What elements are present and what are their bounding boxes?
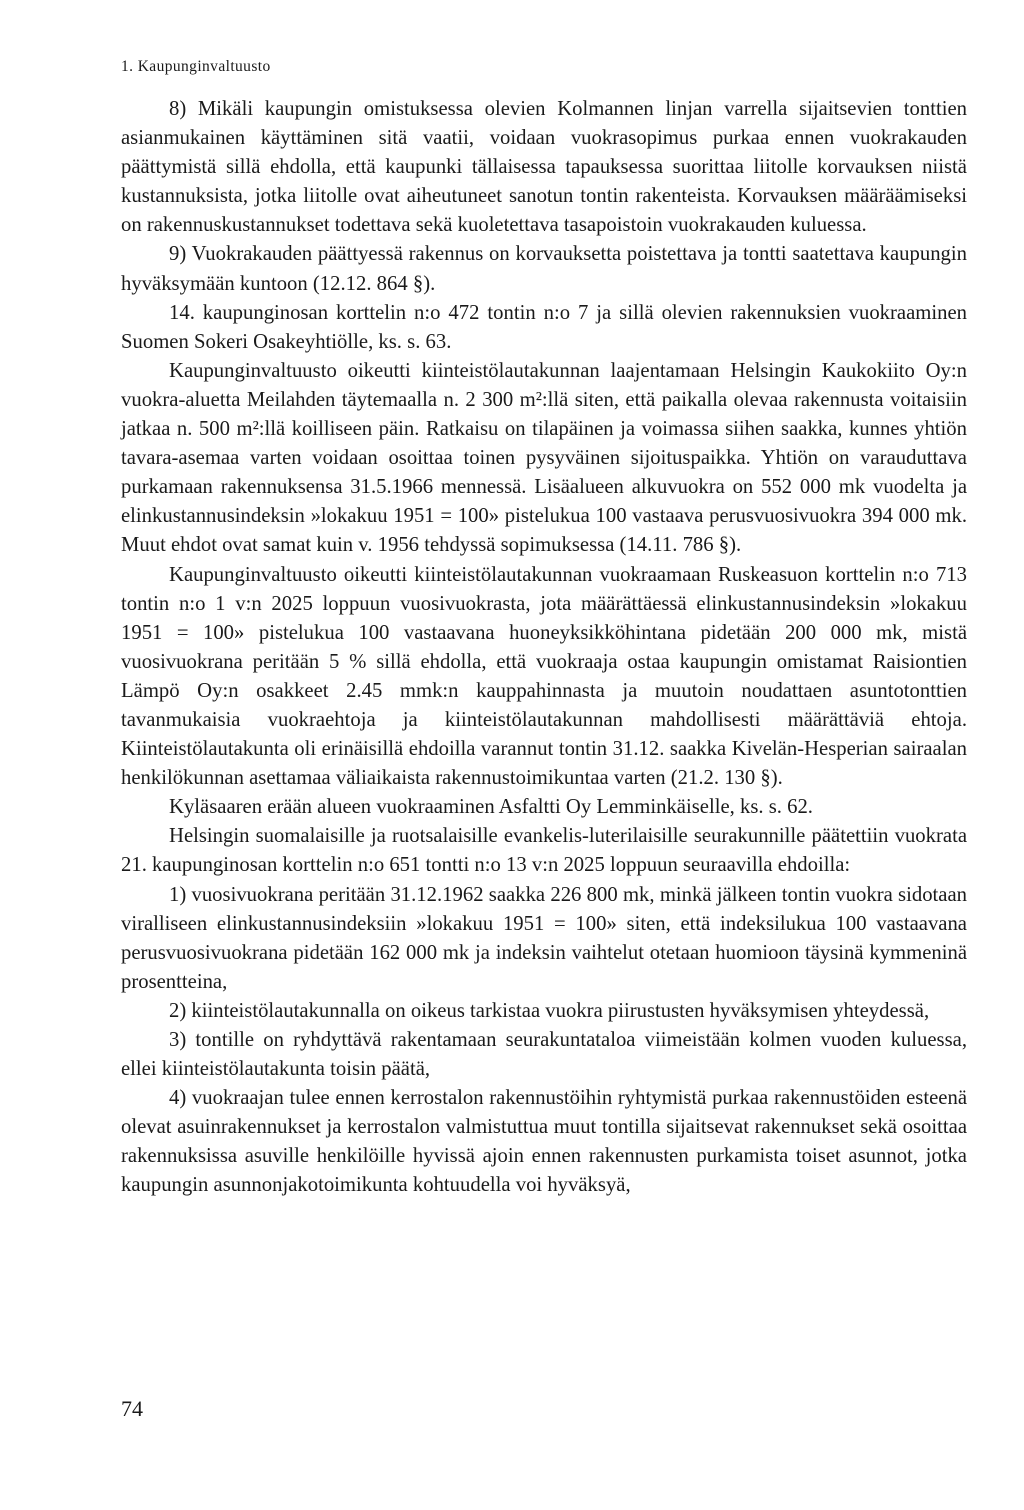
paragraph-ruskeasuo: Kaupunginvaltuusto oikeutti kiinteistölautakunnan vuokraamaan Ruskeasuon korttelin n:o 713 tontin n:o 1 v:n 2025 loppuun vuosivuokrasta, jota määrättäessä elinkustannusindeksin »lokakuu 1951 = 100» pistelukua 100 vastaavana huoneyksikköhintana pidetään 200 000 mk, mistä vuosivuokrana peritään 5 % sillä ehdolla, että vuokraaja ostaa kaupungin omistamat Raisiontien Lämpö Oy:n osakkeet 2.45 mmk:n kauppahinnasta ja muutoin noudattaen asuntotonttien tavanmukaisia vuokraehtoja ja kiinteistölautakunnan mahdollisesti määrättäviä ehtoja. Kiinteistölautakunta oli erinäisillä ehdoilla varannut tontin 31.12. saakka Kivelän-Hesperian sairaalan henkilökunnan asettamaa väliaikaista rakennustoimikuntaa varten (21.2. 130 §). (121, 563, 967, 790)
page-number: 74 (121, 1396, 143, 1421)
paragraph-condition-3: 3) tontille on ryhdyttävä rakentamaan seurakuntataloa viimeistään kolmen vuoden kuluessa, ellei kiinteistölautakunta toisin päätä, (121, 1029, 967, 1081)
paragraph-seurakunnat: Helsingin suomalaisille ja ruotsalaisille evankelis-luterilaisille seurakunnille päätettiin vuokrata 21. kaupunginosan korttelin n:o 651 tontti n:o 13 v:n 2025 loppuun seuraavilla ehdoilla: (121, 825, 967, 877)
running-head: 1. Kaupunginvaltuusto (121, 58, 271, 75)
paragraph-condition-1: 1) vuosivuokrana peritään 31.12.1962 saakka 226 800 mk, minkä jälkeen tontin vuokra sidotaan viralliseen elinkustannusindeksiin »lokakuu 1951 = 100» siten, että indeksilukua 100 vastaavana perusvuosivuokrana pidetään 162 000 mk ja indeksin vaihtelut otetaan huomioon täysinä kymmeninä prosentteina, (121, 883, 967, 993)
paragraph-item-8: 8) Mikäli kaupungin omistuksessa olevien Kolmannen linjan varrella sijaitsevien tonttien asianmukainen käyttäminen sitä vaatii, voidaan vuokrasopimus purkaa ennen vuokrakauden päättymistä sillä ehdolla, että kaupunki tällaisessa tapauksessa suorittaa liitolle korvauksen niistä kustannuksista, jotka liitolle ovat aiheutuneet sanotun tontin rakenteista. Korvauksen määräämiseksi on rakennuskustannukset todettava sekä kuoletettava tasapoistoin vuokrakauden kuluessa. (121, 98, 967, 237)
paragraph-item-9: 9) Vuokrakauden päättyessä rakennus on korvauksetta poistettava ja tontti saatettava kaupungin hyväksymään kuntoon (12.12. 864 §). (121, 243, 967, 295)
paragraph-condition-2: 2) kiinteistölautakunnalla on oikeus tarkistaa vuokra piirustusten hyväksymisen yhteydessä, (169, 999, 930, 1022)
paragraph-kylasaari: Kyläsaaren erään alueen vuokraaminen Asfaltti Oy Lemminkäiselle, ks. s. 62. (169, 796, 813, 819)
body-text (121, 95, 967, 1201)
paragraph-condition-4: 4) vuokraajan tulee ennen kerrostalon rakennustöihin ryhtymistä purkaa rakennustöiden esteenä olevat asuinrakennukset ja kerrostalon valmistuttua muut tontilla sijaitsevat rakennukset sekä osoittaa rakennuksissa asuville henkilöille hyvissä ajoin ennen rakennusten purkamista toiset asunnot, jotka kaupungin asunnonjakotoimikunta kohtuudella voi hyväksyä, (121, 1087, 967, 1197)
paragraph-kaukokiito: Kaupunginvaltuusto oikeutti kiinteistölautakunnan laajentamaan Helsingin Kaukokiito Oy:n vuokra-aluetta Meilahden täytemaalla n. 2 300 m²:llä siten, että paikalla olevaa rakennusta voitaisiin jatkaa n. 500 m²:llä koilliseen päin. Ratkaisu on tilapäinen ja voimassa siihen saakka, kunnes yhtiön tavara-asemaa varten voidaan osoittaa toinen pysyväinen sijoituspaikka. Yhtiön on varauduttava purkamaan rakennuksensa 31.5.1966 mennessä. Lisäalueen alkuvuokra on 552 000 mk vuodelta ja elinkustannusindeksin »lokakuu 1951 = 100» pistelukua 100 vastaava perusvuosivuokra 394 000 mk. Muut ehdot ovat samat kuin v. 1956 tehdyssä sopimuksessa (14.11. 786 §). (121, 359, 967, 557)
paragraph-sokeri-lease: 14. kaupunginosan korttelin n:o 472 tontin n:o 7 ja sillä olevien rakennuksien vuokraaminen Suomen Sokeri Osakeyhtiölle, ks. s. 63. (121, 301, 967, 353)
